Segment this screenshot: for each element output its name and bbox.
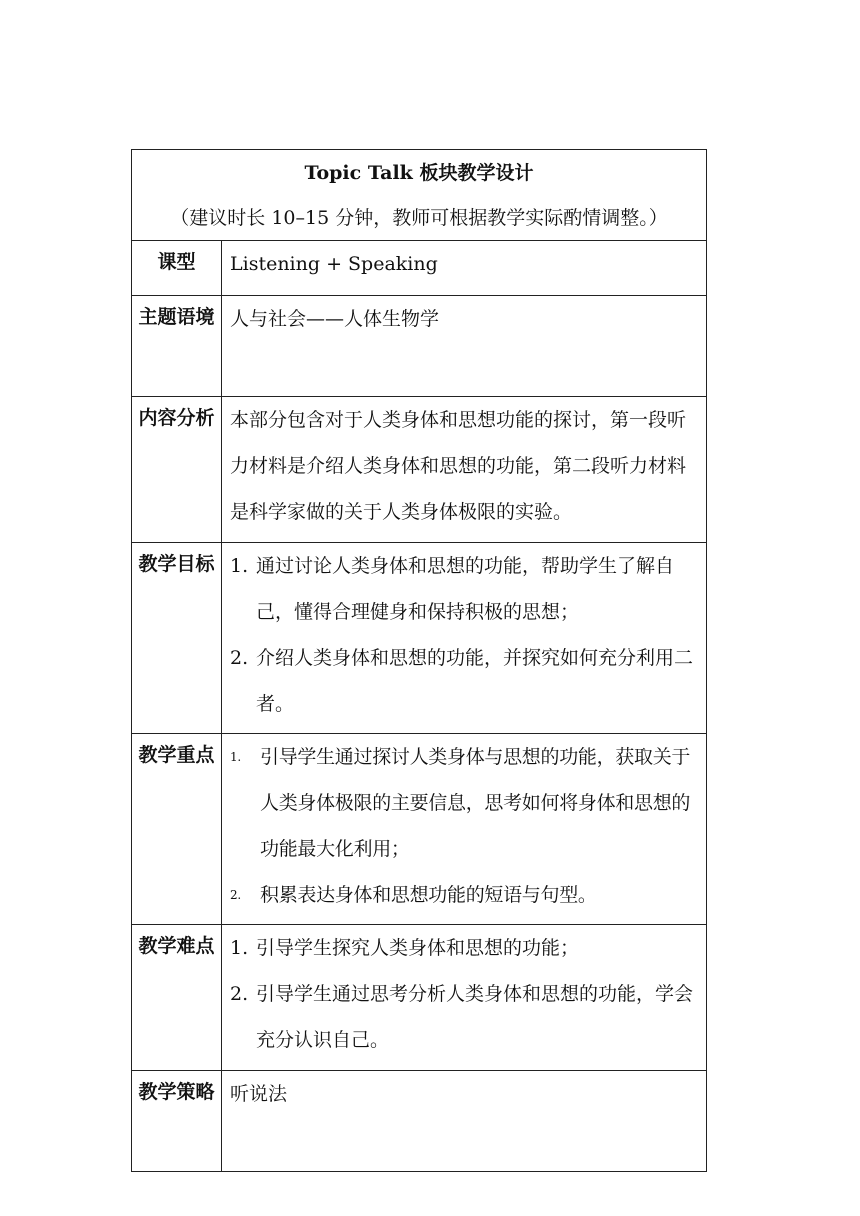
table-row-teaching-goals	[132, 543, 707, 734]
list-item	[230, 925, 698, 971]
key-point-list	[230, 734, 698, 918]
list-item	[230, 635, 698, 727]
list-item-text: 引导学生通过探讨人类身体与思想的功能，获取关于人类身体极限的主要信息，思考如何将身体和思想的功能最大化利用；	[260, 746, 691, 860]
row-text: 人与社会——人体生物学	[230, 308, 440, 330]
table-row-theme-context	[132, 296, 707, 397]
table-row-teaching-strategy	[132, 1071, 707, 1172]
row-label-cell	[132, 734, 222, 925]
list-item-text: 介绍人类身体和思想的功能，并探究如何充分利用二者。	[256, 647, 694, 715]
list-item-text: 引导学生通过思考分析人类身体和思想的功能，学会充分认识自己。	[256, 983, 694, 1051]
row-content-cell	[222, 397, 707, 543]
row-label-cell	[132, 241, 222, 296]
row-label: 教学重点	[138, 744, 215, 766]
row-content-cell	[222, 1071, 707, 1172]
lesson-design-table	[131, 149, 707, 1172]
title-cell	[132, 150, 707, 241]
row-content-cell	[222, 734, 707, 925]
table-row-lesson-type	[132, 241, 707, 296]
row-label-cell	[132, 1071, 222, 1172]
row-content-cell	[222, 925, 707, 1071]
row-label: 主题语境	[138, 306, 215, 328]
row-text: 本部分包含对于人类身体和思想功能的探讨，第一段听力材料是介绍人类身体和思想的功能，第二段听力材料是科学家做的关于人类身体极限的实验。	[230, 409, 687, 523]
list-item	[230, 971, 698, 1063]
row-label: 教学目标	[138, 553, 215, 575]
row-content-cell	[222, 296, 707, 397]
goal-list	[230, 543, 698, 727]
list-item-text: 通过讨论人类身体和思想的功能，帮助学生了解自己，懂得合理健身和保持积极的思想；	[256, 555, 675, 623]
row-label: 教学策略	[138, 1081, 215, 1103]
row-label: 内容分析	[138, 407, 215, 429]
list-item-text: 积累表达身体和思想功能的短语与句型。	[260, 884, 597, 906]
list-item-text: 引导学生探究人类身体和思想的功能；	[256, 937, 580, 959]
list-item-number: 2.	[230, 888, 241, 902]
row-label-cell	[132, 925, 222, 1071]
row-content-cell	[222, 241, 707, 296]
table-row-key-points	[132, 734, 707, 925]
table-row-difficulties	[132, 925, 707, 1071]
row-text: 听说法	[230, 1083, 288, 1105]
list-item	[230, 872, 698, 918]
row-text: Listening + Speaking	[230, 253, 438, 275]
row-label: 教学难点	[138, 935, 215, 957]
list-item-number: 1.	[230, 750, 241, 764]
row-label: 课型	[157, 251, 196, 273]
list-item-number: 2.	[230, 983, 249, 1005]
table-row-content-analysis	[132, 397, 707, 543]
list-item-number: 1.	[230, 555, 249, 577]
list-item	[230, 734, 698, 872]
difficulty-list	[230, 925, 698, 1063]
row-label-cell	[132, 543, 222, 734]
row-label-cell	[132, 296, 222, 397]
table-header-row	[132, 150, 707, 241]
row-content-cell	[222, 543, 707, 734]
list-item	[230, 543, 698, 635]
document-title: Topic Talk 板块教学设计	[304, 162, 534, 184]
document-subtitle: （建议时长 10–15 分钟，教师可根据教学实际酌情调整。）	[170, 207, 668, 229]
list-item-number: 1.	[230, 937, 249, 959]
row-label-cell	[132, 397, 222, 543]
list-item-number: 2.	[230, 647, 249, 669]
